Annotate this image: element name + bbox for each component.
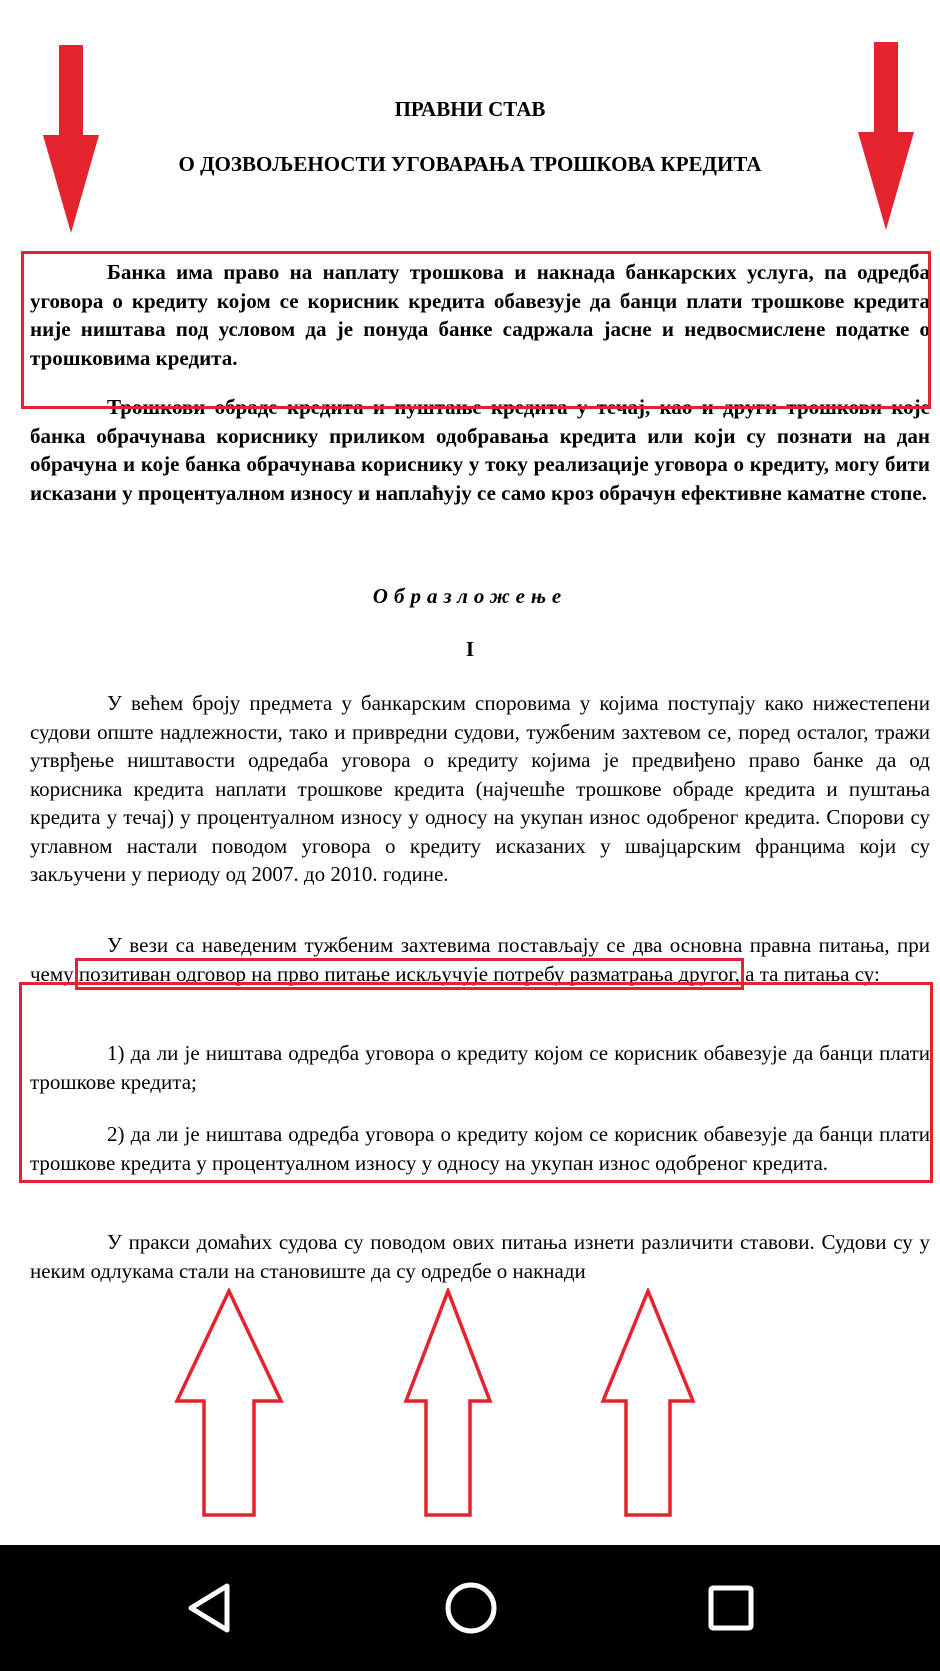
back-icon [183,1580,239,1636]
red-up-arrow-1-icon [174,1288,284,1518]
section-number: I [465,637,475,661]
home-button[interactable] [436,1573,506,1643]
question-2: 2) да ли је ништава одредба уговора о кредиту којом се корисник обавезује да банци плати трошкове кредита у процентуалном износу у односу на укупан износ одобреног кредита. [30,1122,930,1175]
home-icon [441,1578,501,1638]
summary-paragraph-2: Трошкови обраде кредита и пуштање кредита у течај, као и други трошкови које банка обрачунава кориснику приликом одобравања кредита или који су познати на дан обрачуна и које банка обрачунава кориснику у току реализације уговора о кредиту, могу бити исказани у процентуалном износу и наплаћују се само кроз обрачун ефективне каматне стопе. [30,395,930,505]
red-down-arrow-left-icon [43,45,99,235]
recents-button[interactable] [696,1573,766,1643]
section-heading: Образложење [372,584,568,608]
summary-paragraph-1: Банка има право на наплату трошкова и накнада банкарских услуга, па одредба уговора о кредиту којом се корисник кредита обавезује да банци плати трошкове кредита није ништава под условом да је понуда банке садржала јасне и недвосмислене податке о трошковима кредита. [30,260,930,370]
body-paragraph-2-start: У вези са наведеним тужбеним захтевима постављају се два основна правна питања, при чему [30,933,930,986]
red-down-arrow-right-icon [858,42,914,232]
body-paragraph-3: У пракси домаћих судова су поводом ових питања изнети различити ставови. Судови су у неким одлукама стали на становиште да су одредбе о накнади [30,1230,930,1283]
document-title: ПРАВНИ СТАВ [394,97,546,121]
back-button[interactable] [176,1573,246,1643]
body-paragraph-2 [30,931,930,988]
red-up-arrow-2-icon [403,1288,493,1518]
red-up-arrow-3-icon [600,1288,696,1518]
highlighted-phrase: позитиван одговор на прво питање искључује потребу разматрања другог, [78,961,740,986]
body-paragraph-1: У већем броју предмета у банкарским споровима у којима поступају како нижестепени судови опште надлежности, тако и привредни судови, тужбеним захтевом се, поред осталог, тражи утврђење ништавости одредаба уговора о кредиту којима је предвиђено право банке да од корисника кредита наплати трошкове кредита (најчешће трошкове обраде кредита и пуштања кредита у течај) у процентуалном износу у односу на укупан износ одобреног кредита. Спорови су углавном настали поводом уговора о кредиту исказаних у швајцарским францима који су закључени у периоду од 2007. до 2010. године. [30,691,930,886]
body-paragraph-2-end: а та питања су: [739,961,880,986]
document-subtitle: О ДОЗВОЉЕНОСТИ УГОВАРАЊА ТРОШКОВА КРЕДИТА [178,152,762,176]
question-1: 1) да ли је ништава одредба уговора о кредиту којом се корисник обавезује да банци плати трошкове кредита; [30,1041,930,1094]
recents-icon [703,1580,759,1636]
navigation-bar [0,1545,940,1671]
